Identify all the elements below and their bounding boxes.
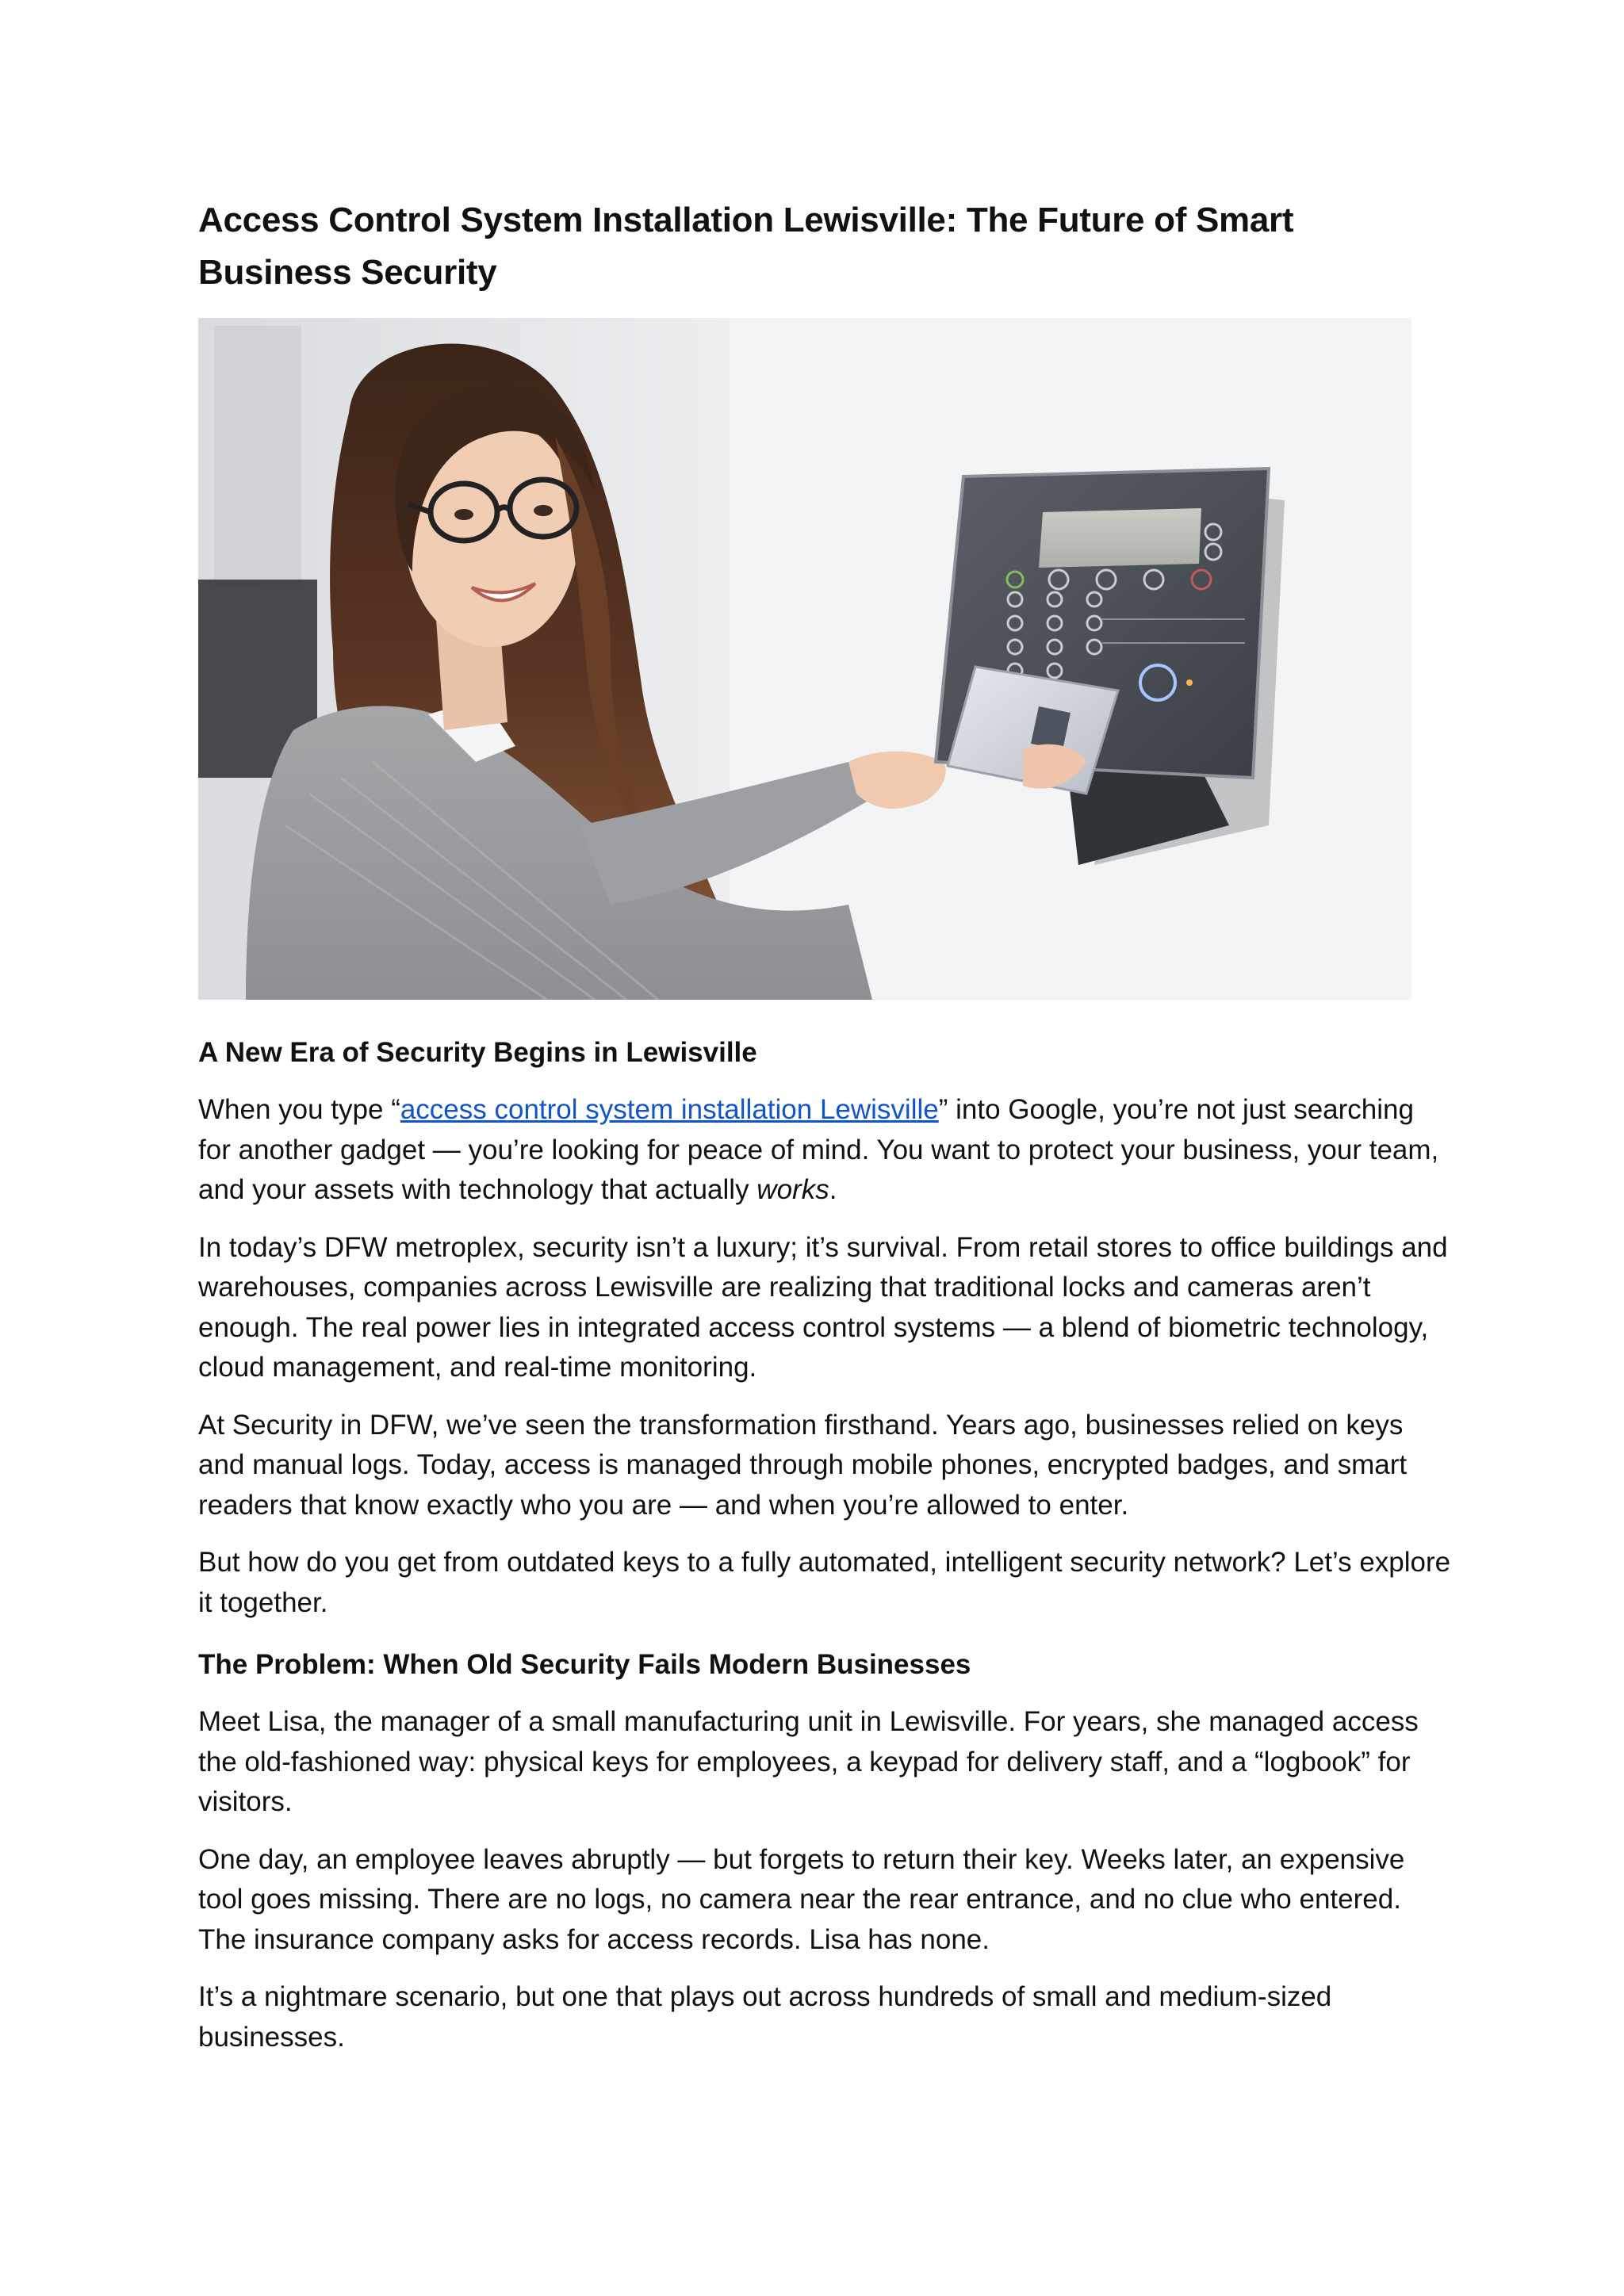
emphasis-works: works <box>756 1174 829 1205</box>
paragraph-employee-leaves: One day, an employee leaves abruptly — but forgets to return their key. Weeks later, an expensive tool goes missing. There are no logs, no camera near the rear entrance, and no clue who entered. The insurance company asks for access records. Lisa has none. <box>198 1843 1405 1955</box>
paragraph-meet-lisa: Meet Lisa, the manager of a small manufacturing unit in Lewisville. For years, she managed access the old-fashioned way: physical keys for employees, a keypad for delivery staff, and a “logbook” for visitors. <box>198 1706 1419 1817</box>
hero-image <box>198 318 1411 1000</box>
paragraph-nightmare-scenario: It’s a nightmare scenario, but one that plays out across hundreds of small and medium-sized businesses. <box>198 1981 1332 2053</box>
paragraph-security-in-dfw: At Security in DFW, we’ve seen the transformation firsthand. Years ago, businesses relied on keys and manual logs. Today, access is managed through mobile phones, encrypted badges, and smart readers that know exactly who you are — and when you’re allowed to enter. <box>198 1409 1408 1521</box>
section-heading-problem: The Problem: When Old Security Fails Modern Businesses <box>198 1649 971 1680</box>
paragraph-how-to-get: But how do you get from outdated keys to a fully automated, intelligent security network? Let’s explore it together. <box>198 1547 1451 1618</box>
paragraph-dfw-metroplex: In today’s DFW metroplex, security isn’t a luxury; it’s survival. From retail stores to office buildings and warehouses, companies across Lewisville are realizing that traditional locks and cameras aren’t enough. The real power lies in integrated access control systems — a blend of biometric technology, cloud management, and real-time monitoring. <box>198 1231 1448 1383</box>
section-heading-new-era: A New Era of Security Begins in Lewisville <box>198 1037 757 1068</box>
document-page <box>198 194 1451 2057</box>
article-title: Access Control System Installation Lewisville: The Future of Smart Business Security <box>198 201 1294 292</box>
woman-access-card-illustration <box>198 318 1411 1000</box>
paragraph-intro: When you type “access control system installation Lewisville” into Google, you’re not just searching for another gadget — you’re looking for peace of mind. You want to protect your business, your team, and your assets with technology that actually works. <box>198 1094 1439 1205</box>
access-control-link[interactable]: access control system installation Lewisville <box>400 1094 939 1125</box>
